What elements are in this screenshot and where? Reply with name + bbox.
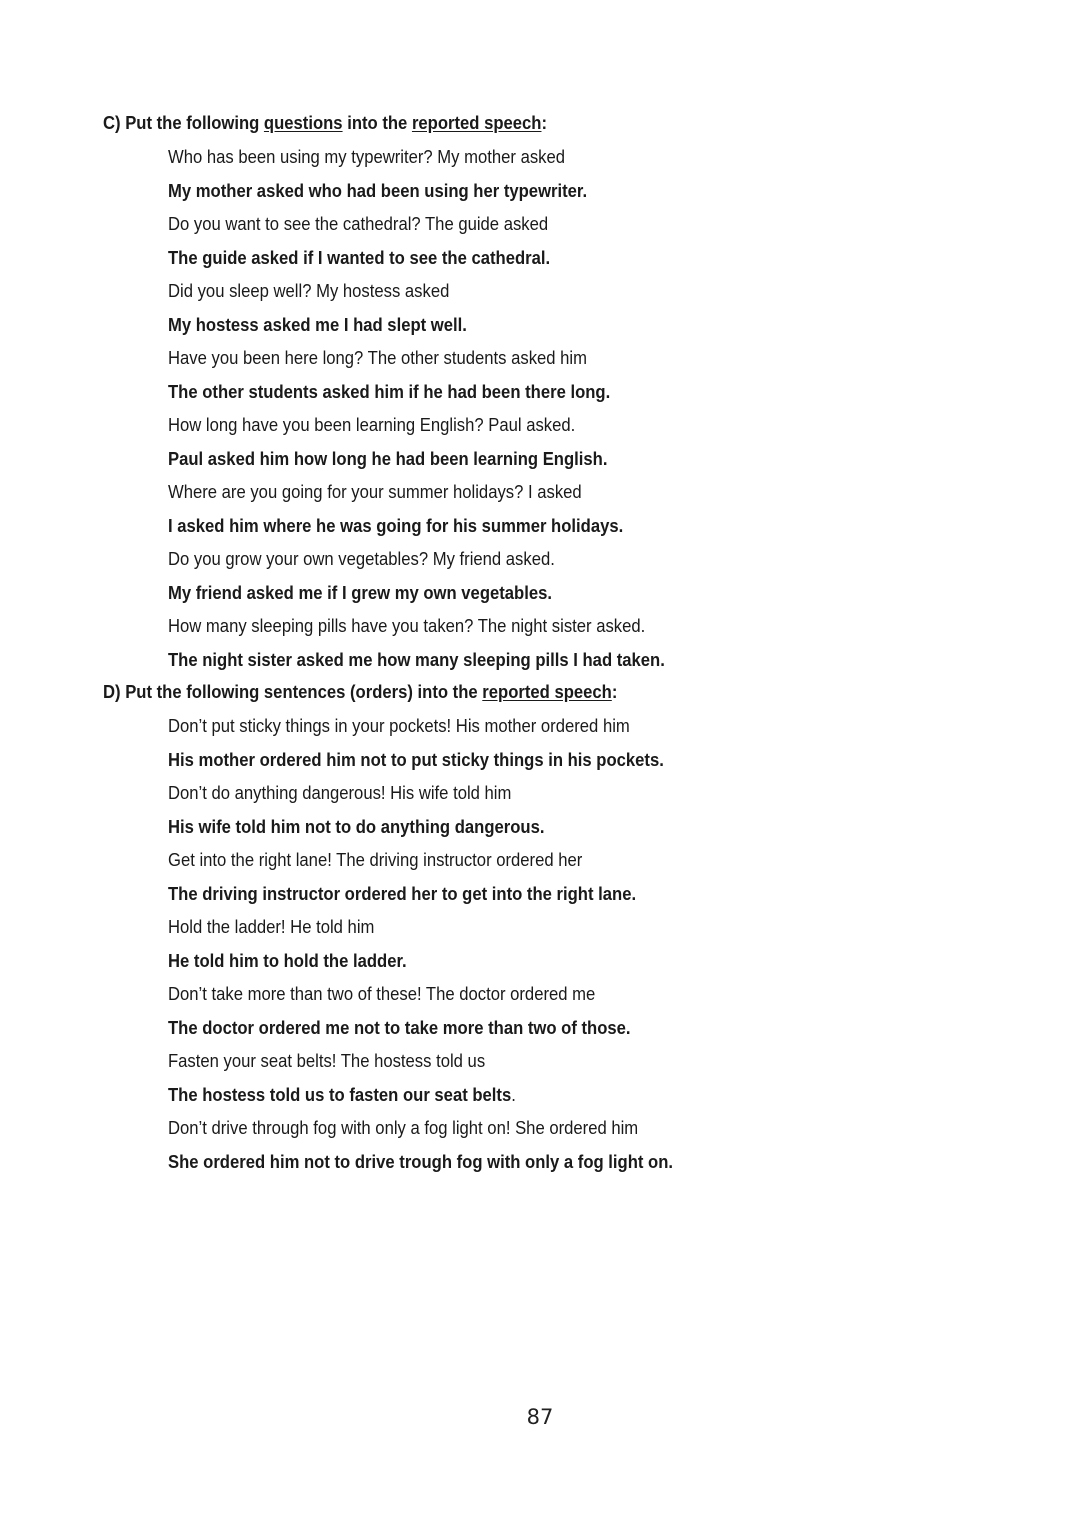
heading-text: into the [342, 112, 412, 133]
question-line: Hold the ladder! He told him [168, 916, 375, 937]
question-line: Don’t drive through fog with only a fog light on! She ordered him [168, 1117, 639, 1138]
answer-line: The night sister asked me how many sleeping pills I had taken. [168, 648, 665, 670]
answer-line: The doctor ordered me not to take more than two of those. [168, 1016, 631, 1038]
answer-line: The driving instructor ordered her to get into the right lane. [168, 882, 637, 904]
answer-line: Paul asked him how long he had been learning English. [168, 447, 608, 469]
answer-line: The other students asked him if he had been there long. [168, 380, 611, 402]
question-line: How long have you been learning English? Paul asked. [168, 414, 576, 435]
question-line: Fasten your seat belts! The hostess told us [168, 1050, 486, 1071]
question-line: Don’t take more than two of these! The doctor ordered me [168, 983, 596, 1004]
section-d-list [168, 709, 729, 1178]
question-line: Who has been using my typewriter? My mother asked [168, 146, 565, 167]
question-line: Do you grow your own vegetables? My friend asked. [168, 548, 555, 569]
answer-line: My hostess asked me I had slept well. [168, 313, 467, 335]
page-number: 87 [526, 1405, 554, 1429]
answer-line: The guide asked if I wanted to see the cathedral. [168, 246, 551, 268]
answer-line: He told him to hold the ladder. [168, 949, 407, 971]
heading-colon: : [611, 681, 618, 702]
answer-line: His mother ordered him not to put sticky things in his pockets. [168, 748, 664, 770]
answer-text: The hostess told us to fasten our seat belts [168, 1083, 512, 1105]
heading-colon: : [541, 112, 548, 133]
section-d-heading [103, 680, 617, 704]
question-line: Have you been here long? The other students asked him [168, 347, 587, 368]
heading-text: C) Put the following [103, 112, 264, 133]
answer-period: . [511, 1083, 516, 1105]
question-line: Did you sleep well? My hostess asked [168, 280, 450, 301]
heading-underlined-reported-speech: reported speech [411, 112, 542, 133]
section-c-list [168, 140, 720, 676]
answer-line: My mother asked who had been using her typewriter. [168, 179, 588, 201]
heading-underlined-questions: questions [263, 112, 343, 133]
question-line: Where are you going for your summer holidays? I asked [168, 481, 582, 502]
answer-line: I asked him where he was going for his summer holidays. [168, 514, 624, 536]
question-line: Don’t do anything dangerous! His wife told him [168, 782, 512, 803]
heading-underlined-reported-speech: reported speech [482, 681, 612, 702]
answer-line [168, 1078, 673, 1112]
answer-line: My friend asked me if I grew my own vegetables. [168, 581, 553, 603]
question-line: Do you want to see the cathedral? The guide asked [168, 213, 549, 234]
question-line: How many sleeping pills have you taken? The night sister asked. [168, 615, 646, 636]
section-c-heading [103, 111, 547, 135]
question-line: Don’t put sticky things in your pockets! His mother ordered him [168, 715, 630, 736]
question-line: Get into the right lane! The driving instructor ordered her [168, 849, 583, 870]
answer-line: His wife told him not to do anything dangerous. [168, 815, 545, 837]
answer-line: She ordered him not to drive trough fog with only a fog light on. [168, 1150, 674, 1172]
heading-text: D) Put the following sentences (orders) into the [103, 681, 483, 702]
